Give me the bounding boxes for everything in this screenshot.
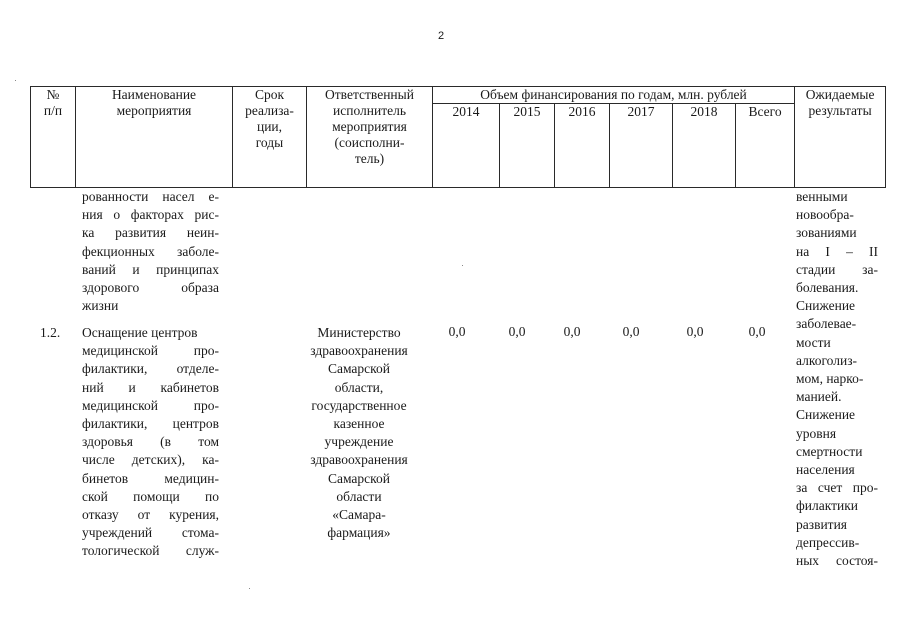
page-number: 2 — [438, 30, 445, 42]
continuation-name: рованности насел е- ния о факторах рис- ка развития неин- фекционных заболе- ваний и принципах здорового образа жизни — [82, 189, 219, 314]
header-year-2015: 2015 — [500, 104, 555, 188]
header-year-2018: 2018 — [673, 104, 736, 188]
amount-2016: 0,0 — [563, 324, 581, 339]
header-total: Всего — [736, 104, 795, 188]
row-name: Оснащение центров медицинской про- филактики, отделе- ний и кабинетов медицинской про- филактики, центров здоровья (в том числе детских), ка- бинетов медицин- ской помощи по отказу от курения, учреждений стома- тологической служ- — [82, 325, 219, 559]
table-header — [30, 86, 886, 188]
scan-speck — [249, 588, 250, 589]
scan-speck — [462, 265, 463, 266]
header-name: Наименование мероприятия — [76, 87, 233, 188]
header-year-2017: 2017 — [610, 104, 673, 188]
amount-2017: 0,0 — [622, 324, 640, 339]
continuation-results: венными новообра- зованиями на I – II стадии за- болевания. Снижение заболевае- мости алкоголиз- мом, нарко- манией. Снижение уровня смертности населения за счет про- филактики развития депрессив- ных состоя- — [796, 189, 878, 569]
row-executor: Министерство здравоохранения Самарской области, государственное казенное учреждение здравоохранения Самарской области «Самара- фармация» — [310, 325, 408, 541]
row-number: 1.2. — [40, 325, 61, 340]
header-results: Ожидаемые результаты — [795, 87, 886, 188]
amount-2018: 0,0 — [686, 324, 704, 339]
header-number: № п/п — [31, 87, 76, 188]
header-executor: Ответственный исполнитель мероприятия (соисполни- тель) — [307, 87, 433, 188]
header-year-2014: 2014 — [433, 104, 500, 188]
header-year-2016: 2016 — [555, 104, 610, 188]
amount-total: 0,0 — [748, 324, 766, 339]
header-funding: Объем финансирования по годам, млн. рублей — [433, 87, 795, 104]
amount-2015: 0,0 — [508, 324, 526, 339]
scan-speck — [15, 80, 16, 81]
header-term: Срок реализа- ции, годы — [233, 87, 307, 188]
amount-2014: 0,0 — [448, 324, 466, 339]
